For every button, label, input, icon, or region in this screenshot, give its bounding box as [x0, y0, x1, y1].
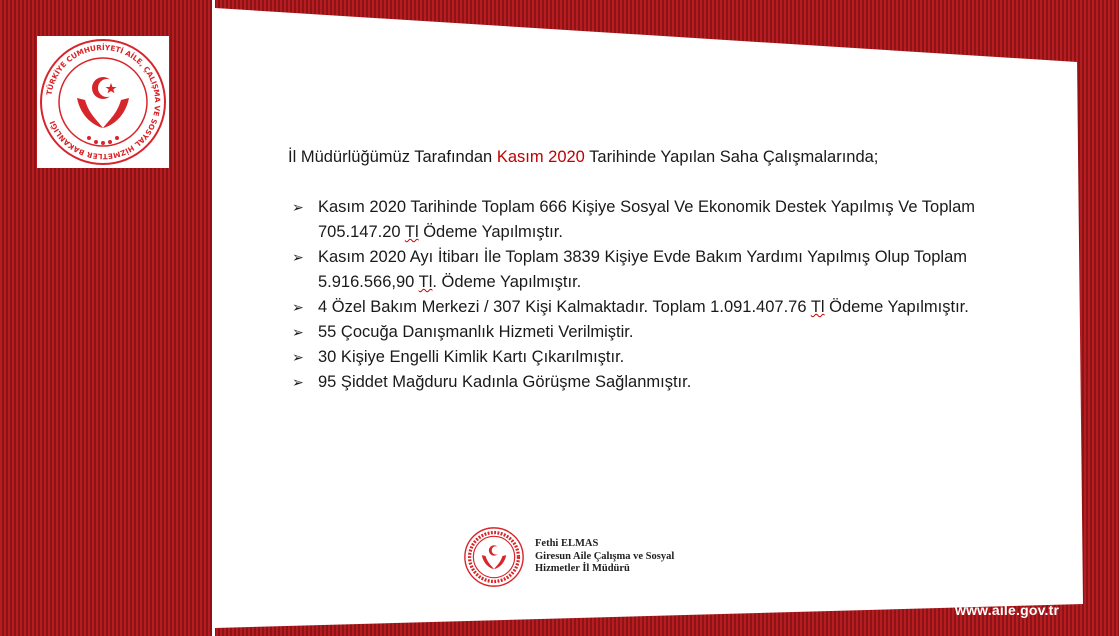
list-item: ➢ 30 Kişiye Engelli Kimlik Kartı Çıkarılmıştır.: [288, 345, 1008, 370]
arrow-bullet-icon: ➢: [292, 199, 304, 215]
arrow-bullet-icon: ➢: [292, 299, 304, 315]
slide-heading: İl Müdürlüğümüz Tarafından Kasım 2020 Tarihinde Yapılan Saha Çalışmalarında;: [288, 148, 879, 166]
logo-ring-text: TÜRKİYE CUMHURİYETİ AİLE, ÇALIŞMA VE SOSYAL HİZMETLER BAKANLIĞI: [44, 42, 163, 162]
signature-name: Fethi ELMAS: [535, 538, 599, 550]
list-item: ➢ Kasım 2020 Tarihinde Toplam 666 Kişiye Sosyal Ve Ekonomik Destek Yapılmış Ve Toplam 705.147.20 Tl Ödeme Yapılmıştır.: [288, 195, 1008, 245]
ministry-emblem-icon: [37, 36, 169, 168]
signature-text: [535, 538, 674, 576]
arrow-bullet-icon: ➢: [292, 349, 304, 365]
heading-date-highlight: Kasım 2020: [496, 148, 585, 166]
signature-title-line1: Giresun Aile Çalışma ve Sosyal: [535, 550, 675, 562]
panel-divider: [212, 0, 215, 636]
list-item: ➢ Kasım 2020 Ayı İtibarı İle Toplam 3839 Kişiye Evde Bakım Yardımı Yapılmış Olup Toplam 5.916.566,90 Tl. Ödeme Yapılmıştır.: [288, 245, 1008, 295]
website-link[interactable]: www.aile.gov.tr: [955, 602, 1060, 618]
ministry-logo: [37, 36, 169, 168]
list-item: ➢ 95 Şiddet Mağduru Kadınla Görüşme Sağlanmıştır.: [288, 370, 1008, 395]
ministry-emblem-small-icon: [463, 526, 525, 588]
arrow-bullet-icon: ➢: [292, 324, 304, 340]
list-item: ➢ 55 Çocuğa Danışmanlık Hizmeti Verilmiştir.: [288, 320, 1008, 345]
signature-title-line2: Hizmetler İl Müdürü: [535, 563, 630, 575]
arrow-bullet-icon: ➢: [292, 249, 304, 265]
list-item: ➢ 4 Özel Bakım Merkezi / 307 Kişi Kalmaktadır. Toplam 1.091.407.76 Tl Ödeme Yapılmıştır.: [288, 295, 1008, 320]
arrow-bullet-icon: ➢: [292, 374, 304, 390]
signature-block: [463, 526, 674, 588]
slide-content: [288, 145, 1008, 395]
bullet-list: [288, 195, 1008, 395]
